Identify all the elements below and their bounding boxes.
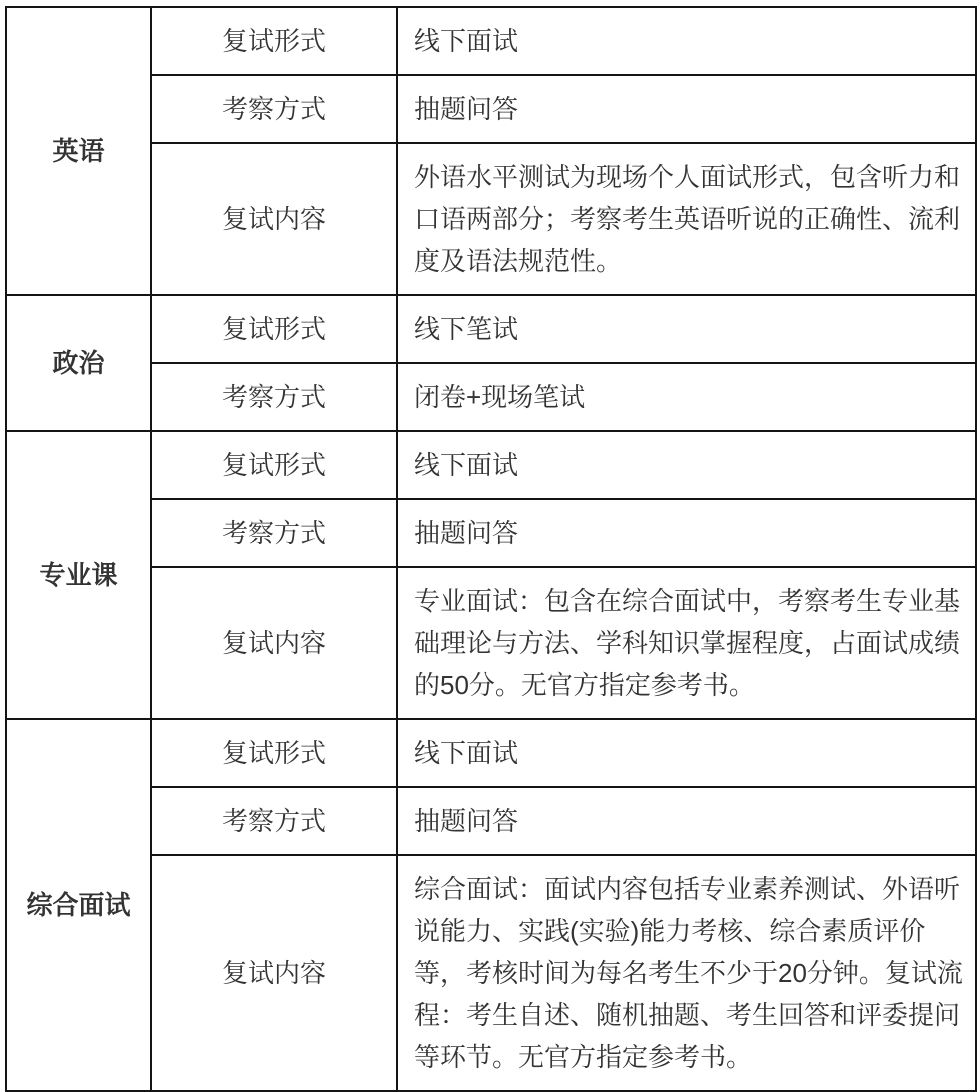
- table-row: [6, 567, 976, 719]
- row-label-cell: 复试形式: [151, 719, 397, 787]
- row-value-cell: 闭卷+现场笔试: [397, 363, 976, 431]
- row-value-cell: 抽题问答: [397, 75, 976, 143]
- row-label-cell: 复试形式: [151, 7, 397, 75]
- subject-cell: 政治: [6, 295, 151, 431]
- row-value-cell: 线下面试: [397, 431, 976, 499]
- table-row: [6, 143, 976, 295]
- row-label-cell: 复试形式: [151, 431, 397, 499]
- row-label-cell: 复试内容: [151, 567, 397, 719]
- table-row: [6, 431, 976, 499]
- row-value-cell: 抽题问答: [397, 499, 976, 567]
- review-table-body: [6, 7, 976, 1091]
- table-row: [6, 295, 976, 363]
- table-row: [6, 499, 976, 567]
- row-value-cell: 抽题问答: [397, 787, 976, 855]
- table-row: [6, 75, 976, 143]
- row-label-cell: 复试形式: [151, 295, 397, 363]
- table-row: [6, 7, 976, 75]
- review-table: [5, 6, 977, 1092]
- table-row: [6, 719, 976, 787]
- table-row: [6, 787, 976, 855]
- row-label-cell: 复试内容: [151, 855, 397, 1091]
- subject-cell: 英语: [6, 7, 151, 295]
- row-label-cell: 考察方式: [151, 363, 397, 431]
- row-value-cell: 线下面试: [397, 719, 976, 787]
- row-value-cell: 线下笔试: [397, 295, 976, 363]
- row-label-cell: 复试内容: [151, 143, 397, 295]
- subject-cell: 专业课: [6, 431, 151, 719]
- row-label-cell: 考察方式: [151, 787, 397, 855]
- row-value-cell: 线下面试: [397, 7, 976, 75]
- table-row: [6, 363, 976, 431]
- subject-cell: 综合面试: [6, 719, 151, 1091]
- table-row: [6, 855, 976, 1091]
- row-value-cell: 专业面试：包含在综合面试中，考察考生专业基础理论与方法、学科知识掌握程度，占面试成绩的50分。无官方指定参考书。: [397, 567, 976, 719]
- row-value-cell: 综合面试：面试内容包括专业素养测试、外语听说能力、实践(实验)能力考核、综合素质评价等，考核时间为每名考生不少于20分钟。复试流程：考生自述、随机抽题、考生回答和评委提问等环节。无官方指定参考书。: [397, 855, 976, 1091]
- row-label-cell: 考察方式: [151, 499, 397, 567]
- row-value-cell: 外语水平测试为现场个人面试形式，包含听力和口语两部分；考察考生英语听说的正确性、流利度及语法规范性。: [397, 143, 976, 295]
- row-label-cell: 考察方式: [151, 75, 397, 143]
